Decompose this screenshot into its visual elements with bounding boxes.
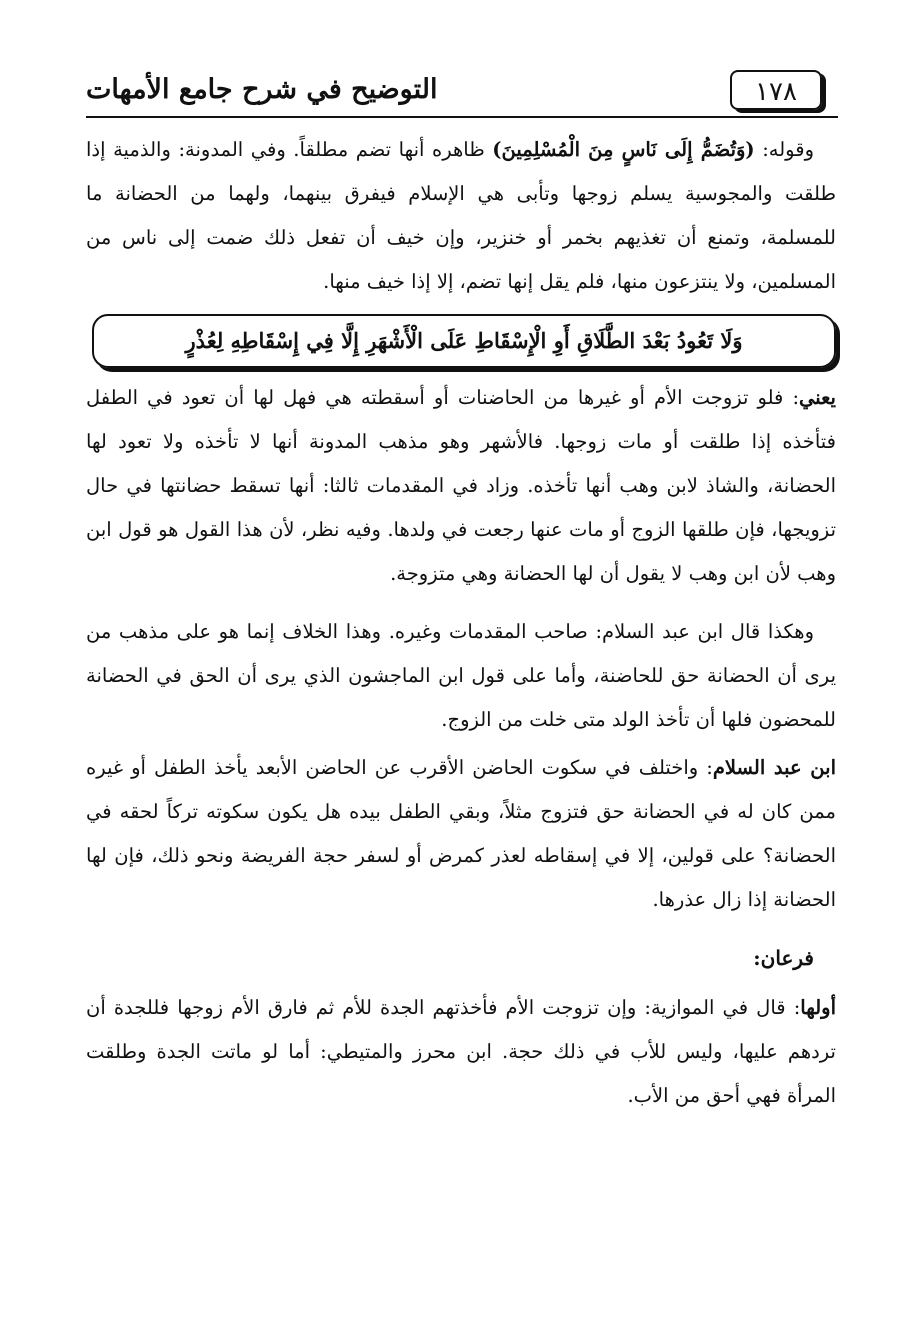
paragraph-4-text: : واختلف في سكوت الحاضن الأقرب عن الحاضن الأبعد يأخذ الطفل أو غيره ممن كان له في الحضانة حق فتزوج مثلاً، وبقي الطفل بيده هل يكون سكوته تركاً لحقه في الحضانة؟ على قولين، إلا في إسقاطه لعذر كمرض أو لسفر حجة الفريضة ونحو ذلك، فإن لها الحضانة إذا زال عذرها.	[86, 756, 836, 911]
paragraph-1-text: ظاهره أنها تضم مطلقاً. وفي المدونة: والذمية إذا طلقت والمجوسية يسلم زوجها وتأبى هي الإسلام فيفرق بينهما، ولهما من الحضانة ما للمسلمة، وتمنع أن تغذيهم بخمر أو خنزير، وإن خيف أن تفعل ذلك ضمت إلى ناس من المسلمين، ولا ينتزعون منها، فلم يقل إنها تضم، إلا إذا خيف منها.	[86, 138, 836, 293]
paragraph-5-text: : قال في الموازية: وإن تزوجت الأم فأخذتهم الجدة للأم ثم فارق الأم زوجها فللجدة أن تردهم عليها، وليس للأب في ذلك حجة. ابن محرز والمتيطي: أما لو ماتت الجدة وطلقت المرأة فهي أحق من الأب.	[86, 996, 836, 1107]
header-divider	[86, 116, 838, 118]
page-number: ١٧٨	[730, 70, 822, 110]
section-heading: فرعان:	[753, 946, 814, 970]
matn-verse-box	[92, 314, 836, 368]
paragraph-4	[86, 746, 836, 922]
paragraph-2-lead: يعني	[799, 386, 836, 409]
paragraph-5-lead: أولها	[800, 996, 836, 1019]
paragraph-1-intro: وقوله:	[754, 138, 814, 161]
book-title: التوضيح في شرح جامع الأمهات	[86, 74, 438, 105]
paragraph-1	[86, 128, 836, 304]
paragraph-3: وهكذا قال ابن عبد السلام: صاحب المقدمات وغيره. وهذا الخلاف إنما هو على مذهب من يرى أن الحضانة حق للحاضنة، وأما على قول ابن الماجشون الذي يرى أن الحق في الحضانة للمحضون فلها أن تأخذ الولد متى خلت من الزوج.	[86, 620, 836, 731]
paragraph-4-lead: ابن عبد السلام	[712, 756, 836, 779]
paragraph-2-text: : فلو تزوجت الأم أو غيرها من الحاضنات أو أسقطته هي فهل لها أن تعود في الطفل فتأخذه إذا طلقت أو مات زوجها. فالأشهر وهو مذهب المدونة أنها لا تأخذه ولا تعود لها الحضانة، والشاذ لابن وهب أنها تأخذه. وزاد في المقدمات ثالثا: أنها تسقط حضانتها في حال تزويجها، فإن طلقها الزوج أو مات عنها رجعت في ولدها. وفيه نظر، لأن هذا القول هو قول ابن وهب لأن ابن وهب لا يقول أن لها الحضانة وهي متزوجة.	[86, 386, 836, 585]
paragraph-5	[86, 986, 836, 1118]
matn-verse: وَلَا تَعُودُ بَعْدَ الطَّلَاقِ أَوِ الْإِسْقَاطِ عَلَى الْأَشْهَرِ إِلَّا فِي إِسْقَاطِهِ لِعُذْرٍ	[185, 328, 743, 353]
paragraph-2	[86, 376, 836, 596]
page-body	[86, 128, 836, 1118]
page-header	[86, 66, 838, 118]
quoted-phrase: (وَتُضَمُّ إِلَى نَاسٍ مِنَ الْمُسْلِمِينَ)	[492, 138, 755, 161]
